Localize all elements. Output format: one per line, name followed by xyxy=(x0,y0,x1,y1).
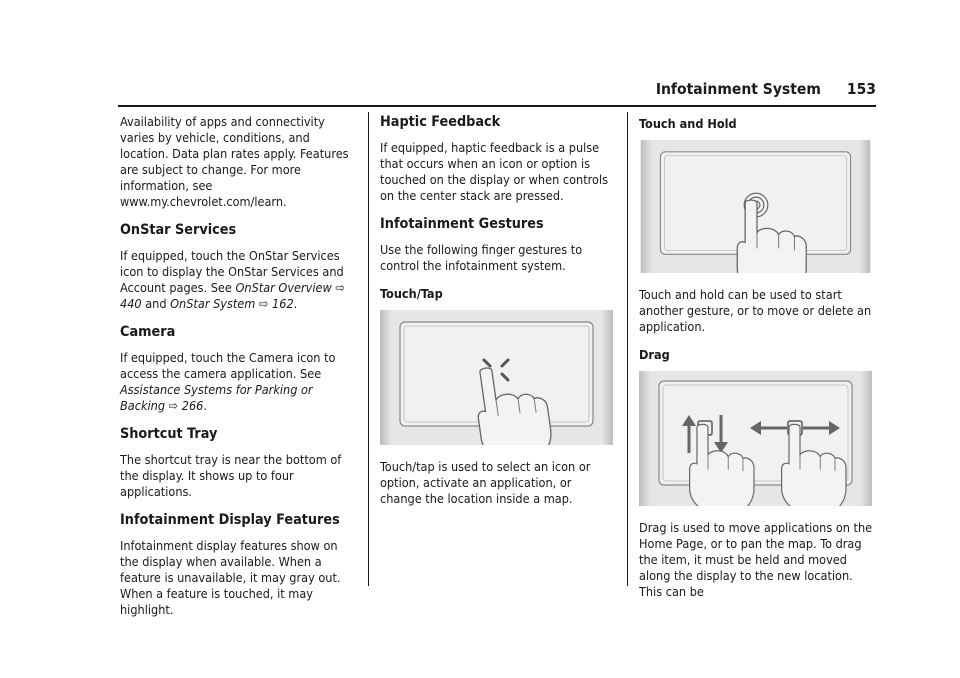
assistance-systems-page[interactable]: 266 xyxy=(181,398,204,413)
column-3 xyxy=(639,114,879,612)
drag-paragraph: Drag is used to move applications on the Home Page, or to pan the map. To drag the item, it must be held and moved along the display to the new location. This can be xyxy=(639,520,873,599)
touch-tap-paragraph: Touch/tap is used to select an icon or option, activate an application, or change the location inside a map. xyxy=(380,459,591,506)
onstar-text: If equipped, touch the OnStar Services icon to display the OnStar Services and Account pages. See xyxy=(120,248,344,295)
shortcut-tray-paragraph: The shortcut tray is near the bottom of the display. It shows up to four applications. xyxy=(120,452,342,499)
column-2 xyxy=(380,114,616,519)
intro-paragraph: Availability of apps and connectivity varies by vehicle, conditions, and location. Data plan rates apply. Features are subject to change. For more information, see www.my.chevrolet.com/learn. xyxy=(120,114,349,209)
onstar-system-page[interactable]: 162 xyxy=(272,296,294,311)
touch-hold-heading: Touch and Hold xyxy=(639,116,737,131)
onstar-heading: OnStar Services xyxy=(120,222,237,238)
haptic-paragraph: If equipped, haptic feedback is a pulse that occurs when an icon or option is touched on the display or when controls on the center stack are pressed. xyxy=(380,140,608,203)
shortcut-tray-heading: Shortcut Tray xyxy=(120,426,218,442)
page-reference-icon: ⇨ xyxy=(258,296,269,311)
display-features-heading: Infotainment Display Features xyxy=(120,512,340,528)
onstar-overview-link[interactable]: OnStar Overview xyxy=(235,280,332,295)
camera-text: If equipped, touch the Camera icon to access the camera application. See xyxy=(120,350,336,381)
gestures-heading: Infotainment Gestures xyxy=(380,216,544,232)
page-reference-icon: ⇨ xyxy=(168,398,179,413)
onstar-text-end: . xyxy=(293,296,298,311)
column-divider xyxy=(627,112,628,586)
touch-tap-illustration xyxy=(380,310,613,445)
haptic-heading: Haptic Feedback xyxy=(380,114,501,130)
camera-paragraph xyxy=(120,350,356,414)
page-reference-icon: ⇨ xyxy=(335,280,345,295)
touch-tap-heading: Touch/Tap xyxy=(380,286,443,301)
page-header xyxy=(656,80,876,98)
drag-illustration xyxy=(639,371,872,506)
onstar-text-and: and xyxy=(141,296,171,311)
column-divider xyxy=(368,112,369,586)
camera-heading: Camera xyxy=(120,324,176,340)
gestures-paragraph: Use the following finger gestures to control the infotainment system. xyxy=(380,242,583,273)
display-features-paragraph: Infotainment display features show on the display when available. When a feature is unavailable, it may gray out. When a feature is touched, it may highlight. xyxy=(120,538,341,617)
drag-heading: Drag xyxy=(639,347,670,362)
touch-hold-paragraph: Touch and hold can be used to start another gesture, or to move or delete an application. xyxy=(639,287,872,334)
column-1 xyxy=(120,114,356,630)
section-title: Infotainment System xyxy=(655,80,821,98)
assistance-systems-link[interactable]: Assistance Systems for Parking or Backing xyxy=(120,382,313,413)
onstar-paragraph xyxy=(120,248,356,312)
header-rule xyxy=(118,105,876,107)
touch-hold-illustration xyxy=(639,140,872,273)
page-number: 153 xyxy=(846,80,876,98)
onstar-overview-page[interactable]: 440 xyxy=(120,296,142,311)
camera-text-end: . xyxy=(203,398,207,413)
onstar-system-link[interactable]: OnStar System xyxy=(170,296,256,311)
